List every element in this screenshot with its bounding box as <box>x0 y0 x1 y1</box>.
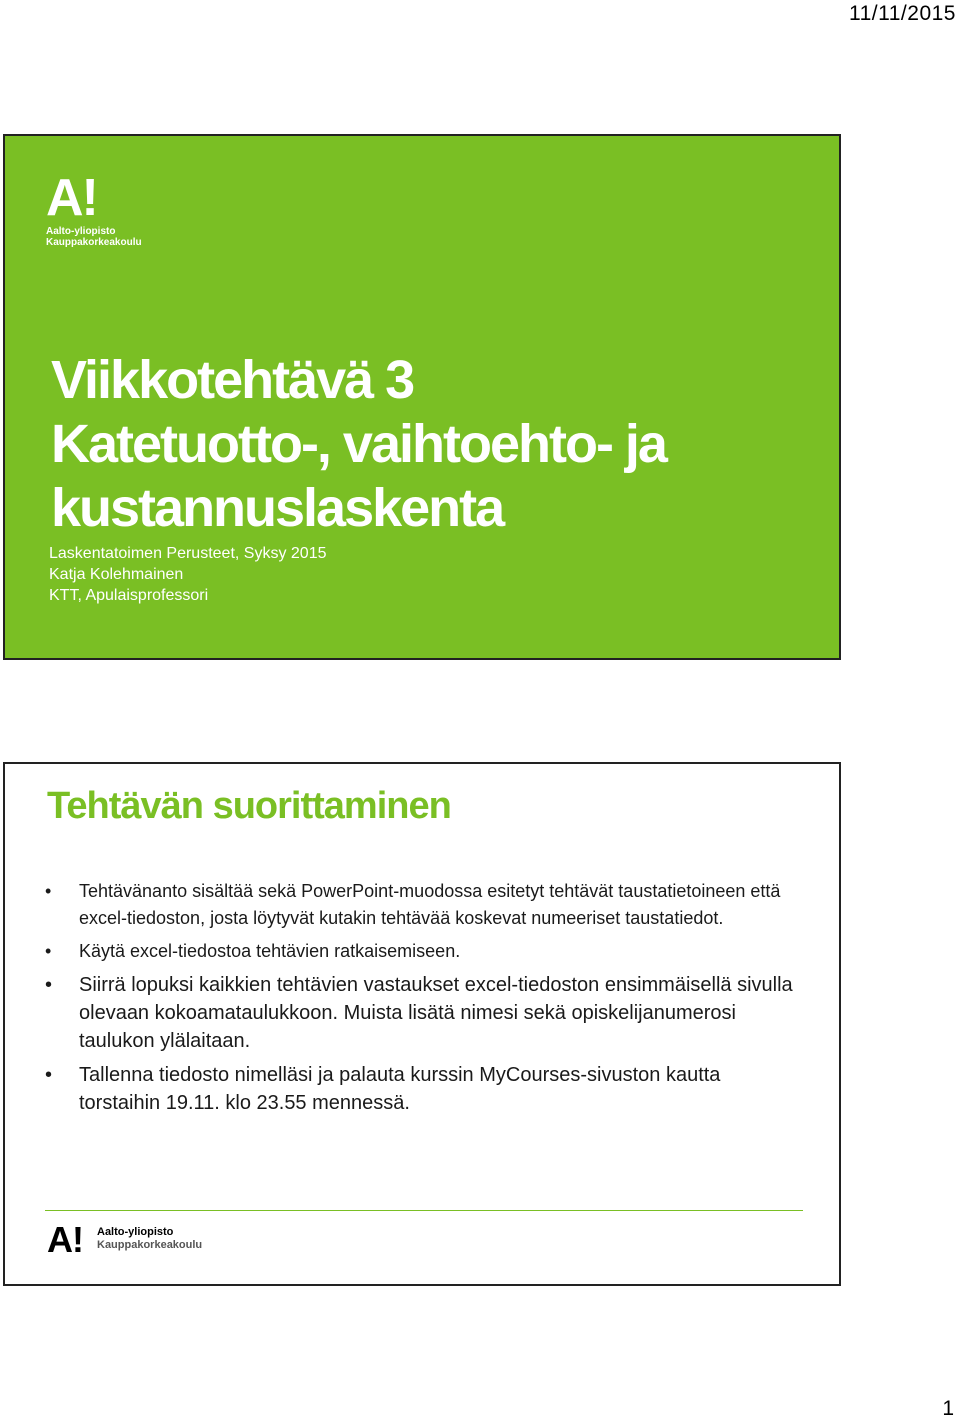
page-number: 1 <box>942 1397 954 1420</box>
bullet-item: • Tallenna tiedosto nimelläsi ja palauta kurssin MyCourses-sivuston kautta torstaihin 19.11. klo 23.55 mennessä. <box>45 1061 805 1117</box>
subtitle-author: Katja Kolehmainen <box>49 566 184 583</box>
bullet-list <box>45 878 805 1123</box>
aalto-footer-logo-mark: A! <box>47 1219 83 1260</box>
footer-logo-line-school: Kauppakorkeakoulu <box>97 1239 203 1251</box>
aalto-logo-text <box>46 226 142 248</box>
aalto-footer-logo-text <box>97 1226 202 1252</box>
slide-title-heading <box>51 348 666 540</box>
aalto-logo-mark: A! <box>46 169 97 227</box>
slide-heading: Tehtävän suorittaminen <box>47 785 451 827</box>
title-line: kustannuslaskenta <box>51 478 504 538</box>
logo-line-school: Kauppakorkeakoulu <box>46 237 142 248</box>
footer-divider <box>45 1210 803 1211</box>
title-line: Katetuotto-, vaihtoehto- ja <box>51 414 666 474</box>
slide-subtitle <box>49 543 327 606</box>
subtitle-course: Laskentatoimen Perusteet, Syksy 2015 <box>49 545 327 562</box>
logo-line-university: Aalto-yliopisto <box>46 226 116 237</box>
slide-instructions <box>3 762 841 1286</box>
subtitle-role: KTT, Apulaisprofessori <box>49 587 209 604</box>
title-line: Viikkotehtävä 3 <box>51 350 414 410</box>
bullet-item: • Tehtävänanto sisältää sekä PowerPoint-muodossa esitetyt tehtävät taustatietoineen että excel-tiedoston, josta löytyvät kutakin tehtävää koskevat numeeriset taustatiedot. <box>45 878 805 932</box>
slide-title <box>3 134 841 660</box>
bullet-item: • Käytä excel-tiedostoa tehtävien ratkaisemiseen. <box>45 938 805 965</box>
print-date: 11/11/2015 <box>849 2 956 25</box>
bullet-item: • Siirrä lopuksi kaikkien tehtävien vastaukset excel-tiedoston ensimmäisellä sivulla olevaan kokoamataulukkoon. Muista lisätä nimesi sekä opiskelijanumerosi taulukon ylälaitaan. <box>45 971 805 1055</box>
footer-logo-line-university: Aalto-yliopisto <box>97 1226 174 1238</box>
